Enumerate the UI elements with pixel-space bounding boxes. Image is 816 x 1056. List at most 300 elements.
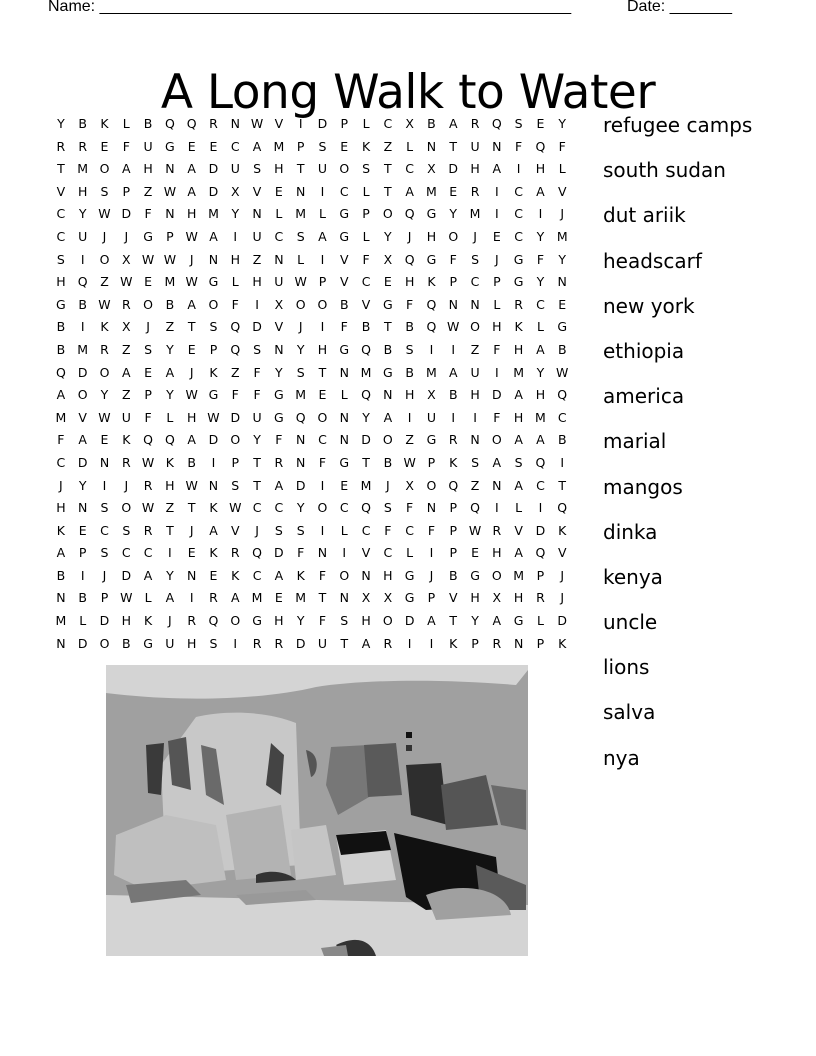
word-list-item: marial <box>603 429 667 454</box>
grid-cell: N <box>383 387 393 403</box>
grid-cell: Q <box>426 319 437 335</box>
grid-cell: Q <box>535 545 546 561</box>
grid-cell: C <box>274 500 284 516</box>
word-search-grid <box>50 113 573 655</box>
grid-cell: H <box>404 387 415 403</box>
grid-cell: O <box>491 567 502 583</box>
grid-cell: J <box>255 522 259 538</box>
grid-cell: C <box>405 161 415 177</box>
grid-cell: S <box>274 522 283 538</box>
grid-cell: V <box>514 522 523 538</box>
grid-cell: O <box>208 296 219 312</box>
grid-cell: Z <box>470 477 480 493</box>
grid-cell: D <box>492 387 502 403</box>
grid-cell: S <box>383 500 392 516</box>
grid-cell: S <box>362 161 371 177</box>
grid-row <box>50 339 573 362</box>
grid-cell: O <box>121 500 132 516</box>
grid-cell: P <box>449 274 458 290</box>
grid-cell: E <box>187 138 196 154</box>
grid-cell: S <box>318 138 327 154</box>
grid-cell: B <box>405 319 414 335</box>
grid-cell: O <box>470 319 480 335</box>
grid-cell: L <box>297 251 305 267</box>
grid-cell: T <box>318 590 327 606</box>
grid-cell: A <box>514 477 523 493</box>
grid-row <box>50 249 573 272</box>
grid-cell: J <box>102 228 107 244</box>
grid-cell: H <box>143 161 153 177</box>
grid-cell: M <box>295 206 307 222</box>
grid-cell: V <box>252 183 262 199</box>
grid-cell: H <box>274 161 284 177</box>
grid-cell: D <box>274 545 284 561</box>
grid-cell: N <box>448 296 458 312</box>
grid-cell: L <box>340 387 348 403</box>
grid-row <box>50 181 573 204</box>
grid-cell: P <box>122 183 131 199</box>
grid-cell: W <box>185 274 198 290</box>
grid-cell: G <box>383 296 393 312</box>
grid-cell: C <box>557 409 567 425</box>
grid-cell: W <box>229 500 242 516</box>
grid-cell: A <box>405 183 414 199</box>
grid-cell: A <box>165 364 175 380</box>
grid-cell: R <box>187 613 197 629</box>
grid-cell: Q <box>535 138 546 154</box>
grid-cell: F <box>384 522 392 538</box>
grid-cell: A <box>122 161 131 177</box>
word-list-item: new york <box>603 293 695 318</box>
grid-cell: X <box>122 319 131 335</box>
grid-cell: R <box>56 138 66 154</box>
grid-cell: N <box>361 567 371 583</box>
grid-cell: A <box>514 545 523 561</box>
grid-cell: X <box>383 251 393 267</box>
grid-cell: R <box>143 522 153 538</box>
grid-row <box>50 610 573 633</box>
grid-cell: P <box>231 454 240 470</box>
grid-cell: N <box>426 500 437 516</box>
grid-cell: P <box>144 387 152 403</box>
grid-cell: U <box>121 409 131 425</box>
grid-cell: M <box>360 477 372 493</box>
grid-cell: C <box>56 228 66 244</box>
grid-cell: T <box>57 161 65 177</box>
grid-cell: W <box>185 477 198 493</box>
grid-cell: O <box>382 613 393 629</box>
grid-cell: L <box>536 613 544 629</box>
grid-cell: Q <box>361 500 371 516</box>
grid-cell: N <box>339 409 349 425</box>
grid-cell: I <box>451 409 456 425</box>
grid-cell: H <box>404 274 415 290</box>
grid-cell: K <box>209 364 218 380</box>
grid-cell: S <box>405 341 414 357</box>
grid-cell: M <box>426 364 437 380</box>
word-list-item: headscarf <box>603 248 702 273</box>
grid-cell: H <box>513 341 524 357</box>
grid-cell: K <box>514 319 523 335</box>
grid-cell: V <box>361 296 371 312</box>
grid-cell: I <box>320 319 325 335</box>
grid-cell: Q <box>404 206 415 222</box>
grid-cell: S <box>100 183 109 199</box>
grid-cell: T <box>362 454 370 470</box>
grid-cell: D <box>99 613 110 629</box>
grid-cell: G <box>557 319 568 335</box>
grid-cell: C <box>274 228 284 244</box>
grid-cell: H <box>56 274 66 290</box>
grid-cell: R <box>274 454 284 470</box>
grid-cell: C <box>56 454 66 470</box>
grid-cell: S <box>56 251 65 267</box>
illustration <box>106 665 528 956</box>
grid-cell: A <box>165 590 175 606</box>
grid-cell: N <box>317 545 328 561</box>
grid-row <box>50 113 573 136</box>
grid-cell: E <box>536 116 545 131</box>
grid-row <box>50 158 573 181</box>
grid-cell: H <box>252 274 262 290</box>
grid-row <box>50 587 573 610</box>
grid-cell: Q <box>426 296 437 312</box>
grid-cell: P <box>78 545 87 561</box>
grid-cell: K <box>296 567 305 583</box>
grid-cell: G <box>426 251 437 267</box>
grid-cell: H <box>186 409 197 425</box>
grid-cell: C <box>514 183 523 199</box>
grid-cell: G <box>143 228 153 244</box>
grid-cell: F <box>253 387 261 403</box>
grid-cell: O <box>426 477 437 493</box>
grid-cell: H <box>470 590 480 606</box>
grid-cell: P <box>471 635 479 651</box>
grid-cell: R <box>100 341 109 357</box>
grid-cell: A <box>209 522 218 538</box>
grid-cell: F <box>362 251 370 267</box>
grid-cell: S <box>514 454 523 470</box>
name-field <box>48 0 571 16</box>
grid-cell: A <box>252 138 262 154</box>
grid-cell: A <box>536 432 545 448</box>
grid-cell: O <box>339 567 350 583</box>
grid-cell: F <box>318 567 327 583</box>
grid-cell: Y <box>536 364 545 380</box>
grid-cell: T <box>318 364 327 380</box>
grid-cell: H <box>165 477 175 493</box>
grid-cell: A <box>514 387 523 403</box>
grid-cell: L <box>275 206 283 222</box>
grid-cell: O <box>317 296 328 312</box>
grid-cell: G <box>426 206 437 222</box>
grid-cell: I <box>233 228 238 244</box>
grid-cell: E <box>187 545 196 561</box>
grid-cell: G <box>470 567 480 583</box>
grid-cell: Q <box>186 116 197 131</box>
grid-cell: S <box>144 341 153 357</box>
grid-row <box>50 271 573 294</box>
grid-cell: C <box>514 206 523 222</box>
grid-cell: F <box>318 454 327 470</box>
grid-cell: E <box>340 138 349 154</box>
grid-cell: N <box>56 635 66 651</box>
grid-cell: A <box>143 567 153 583</box>
grid-cell: L <box>340 522 348 538</box>
grid-cell: O <box>77 387 88 403</box>
grid-cell: H <box>492 545 502 561</box>
grid-cell: B <box>448 567 458 583</box>
grid-cell: V <box>274 319 284 335</box>
grid-cell: O <box>99 251 110 267</box>
grid-cell: S <box>296 364 305 380</box>
grid-cell: S <box>471 251 479 267</box>
grid-cell: H <box>361 613 371 629</box>
grid-cell: Z <box>405 432 414 448</box>
grid-cell: X <box>427 387 436 403</box>
grid-cell: P <box>536 567 545 583</box>
grid-cell: P <box>449 522 458 538</box>
grid-cell: T <box>187 500 196 516</box>
grid-cell: O <box>491 432 502 448</box>
grid-cell: G <box>339 228 350 244</box>
grid-cell: U <box>78 228 88 244</box>
grid-cell: L <box>362 116 370 131</box>
grid-cell: U <box>426 409 437 425</box>
grid-cell: M <box>513 567 525 583</box>
grid-cell: G <box>339 454 350 470</box>
grid-cell: S <box>296 228 305 244</box>
grid-cell: N <box>470 296 480 312</box>
grid-cell: L <box>144 590 152 606</box>
grid-cell: K <box>449 635 458 651</box>
grid-cell: Z <box>100 274 109 290</box>
grid-cell: N <box>99 454 110 470</box>
grid-cell: H <box>513 590 524 606</box>
grid-cell: G <box>274 409 284 425</box>
grid-cell: Q <box>77 274 88 290</box>
grid-cell: P <box>318 274 327 290</box>
grid-cell: N <box>492 477 502 493</box>
grid-cell: I <box>407 409 412 425</box>
grid-cell: B <box>187 454 196 470</box>
grid-cell: A <box>56 545 66 561</box>
grid-cell: T <box>253 454 261 470</box>
grid-cell: U <box>252 228 262 244</box>
grid-cell: H <box>121 613 131 629</box>
grid-cell: B <box>122 635 131 651</box>
grid-cell: P <box>427 590 436 606</box>
grid-row <box>50 429 573 452</box>
grid-cell: I <box>494 206 499 222</box>
word-list-item: nya <box>603 745 640 770</box>
grid-cell: L <box>166 409 174 425</box>
grid-cell: Q <box>361 387 371 403</box>
grid-cell: N <box>208 477 219 493</box>
grid-cell: D <box>317 116 328 131</box>
grid-cell: Y <box>57 116 65 131</box>
grid-cell: C <box>56 206 66 222</box>
grid-cell: L <box>362 228 370 244</box>
grid-cell: Z <box>383 138 393 154</box>
grid-cell: Y <box>558 116 567 131</box>
grid-cell: L <box>122 116 130 131</box>
grid-cell: O <box>99 635 110 651</box>
grid-cell: C <box>339 183 349 199</box>
grid-cell: F <box>144 206 152 222</box>
grid-cell: R <box>252 635 262 651</box>
grid-cell: V <box>339 251 349 267</box>
grid-cell: G <box>208 274 219 290</box>
grid-cell: L <box>231 274 239 290</box>
grid-cell: C <box>361 274 371 290</box>
grid-cell: H <box>535 387 546 403</box>
grid-cell: D <box>208 183 219 199</box>
grid-cell: D <box>295 477 306 493</box>
grid-cell: Y <box>296 500 305 516</box>
grid-cell: A <box>427 613 436 629</box>
grid-cell: S <box>100 545 109 561</box>
grid-cell: W <box>141 454 155 470</box>
grid-cell: O <box>317 409 328 425</box>
grid-cell: G <box>513 613 524 629</box>
grid-cell: R <box>514 296 523 312</box>
grid-cell: J <box>146 319 150 335</box>
grid-cell: A <box>274 477 284 493</box>
grid-cell: B <box>405 364 414 380</box>
grid-cell: U <box>143 138 153 154</box>
grid-cell: Y <box>536 228 545 244</box>
grid-cell: T <box>187 319 196 335</box>
grid-cell: N <box>295 454 306 470</box>
grid-cell: D <box>208 161 219 177</box>
grid-cell: B <box>56 341 66 357</box>
grid-cell: E <box>144 364 153 380</box>
grid-cell: D <box>535 522 546 538</box>
grid-cell: H <box>535 161 546 177</box>
grid-cell: W <box>447 319 460 335</box>
grid-cell: J <box>560 590 565 606</box>
grid-row <box>50 407 573 430</box>
grid-cell: L <box>362 183 370 199</box>
grid-cell: T <box>384 161 392 177</box>
grid-cell: J <box>298 319 303 335</box>
grid-cell: S <box>514 116 523 131</box>
grid-cell: Q <box>557 387 568 403</box>
grid-cell: W <box>294 274 307 290</box>
grid-cell: A <box>492 613 502 629</box>
grid-cell: F <box>231 387 239 403</box>
grid-cell: Q <box>164 116 175 131</box>
grid-cell: H <box>426 228 437 244</box>
grid-cell: Q <box>491 116 502 131</box>
grid-cell: W <box>141 500 155 516</box>
grid-cell: K <box>209 545 218 561</box>
grid-cell: K <box>100 319 109 335</box>
grid-cell: B <box>56 319 66 335</box>
grid-cell: B <box>78 296 87 312</box>
grid-cell: I <box>320 251 325 267</box>
grid-cell: L <box>406 545 414 561</box>
grid-cell: M <box>251 590 263 606</box>
grid-cell: D <box>252 319 262 335</box>
grid-cell: N <box>470 432 480 448</box>
grid-cell: X <box>274 296 284 312</box>
grid-cell: I <box>189 590 194 606</box>
grid-cell: L <box>515 500 523 516</box>
grid-cell: F <box>515 138 523 154</box>
grid-cell: M <box>55 409 67 425</box>
grid-row <box>50 565 573 588</box>
grid-cell: S <box>253 161 262 177</box>
grid-cell: B <box>78 590 87 606</box>
grid-cell: U <box>252 409 262 425</box>
grid-cell: I <box>102 477 107 493</box>
grid-cell: P <box>449 500 458 516</box>
grid-cell: B <box>427 116 436 131</box>
grid-cell: W <box>185 387 198 403</box>
grid-cell: U <box>165 635 175 651</box>
grid-cell: N <box>274 341 284 357</box>
grid-cell: F <box>253 364 261 380</box>
grid-cell: V <box>274 116 284 131</box>
grid-cell: F <box>493 341 501 357</box>
grid-cell: P <box>166 228 174 244</box>
grid-cell: E <box>471 545 479 561</box>
grid-cell: L <box>493 296 501 312</box>
grid-cell: I <box>560 454 565 470</box>
grid-cell: T <box>340 635 349 651</box>
grid-cell: U <box>274 274 284 290</box>
grid-cell: R <box>121 454 131 470</box>
grid-cell: R <box>143 477 153 493</box>
grid-cell: I <box>168 545 172 561</box>
grid-cell: G <box>513 274 524 290</box>
grid-cell: Y <box>275 364 283 380</box>
grid-cell: O <box>99 161 110 177</box>
grid-cell: C <box>252 500 262 516</box>
grid-cell: V <box>448 590 458 606</box>
grid-cell: O <box>382 206 393 222</box>
grid-cell: B <box>448 387 458 403</box>
grid-row <box>50 497 573 520</box>
grid-cell: A <box>122 364 131 380</box>
grid-cell: B <box>383 454 393 470</box>
grid-cell: Y <box>558 251 567 267</box>
grid-cell: T <box>384 183 392 199</box>
grid-cell: J <box>189 522 194 538</box>
word-list-item: dut ariik <box>603 203 686 228</box>
grid-cell: N <box>274 251 284 267</box>
grid-cell: P <box>493 274 501 290</box>
date-field <box>627 0 732 16</box>
grid-cell: J <box>473 228 477 244</box>
grid-row <box>50 542 573 565</box>
grid-cell: G <box>383 364 393 380</box>
grid-cell: L <box>318 206 326 222</box>
grid-cell: Q <box>404 251 415 267</box>
grid-cell: I <box>80 319 85 335</box>
grid-cell: C <box>361 522 371 538</box>
grid-cell: E <box>340 477 349 493</box>
grid-cell: F <box>558 138 566 154</box>
grid-cell: B <box>557 432 567 448</box>
grid-cell: T <box>449 138 458 154</box>
grid-cell: E <box>100 432 109 448</box>
grid-cell: B <box>361 319 371 335</box>
grid-cell: Y <box>296 613 305 629</box>
grid-cell: N <box>339 364 349 380</box>
